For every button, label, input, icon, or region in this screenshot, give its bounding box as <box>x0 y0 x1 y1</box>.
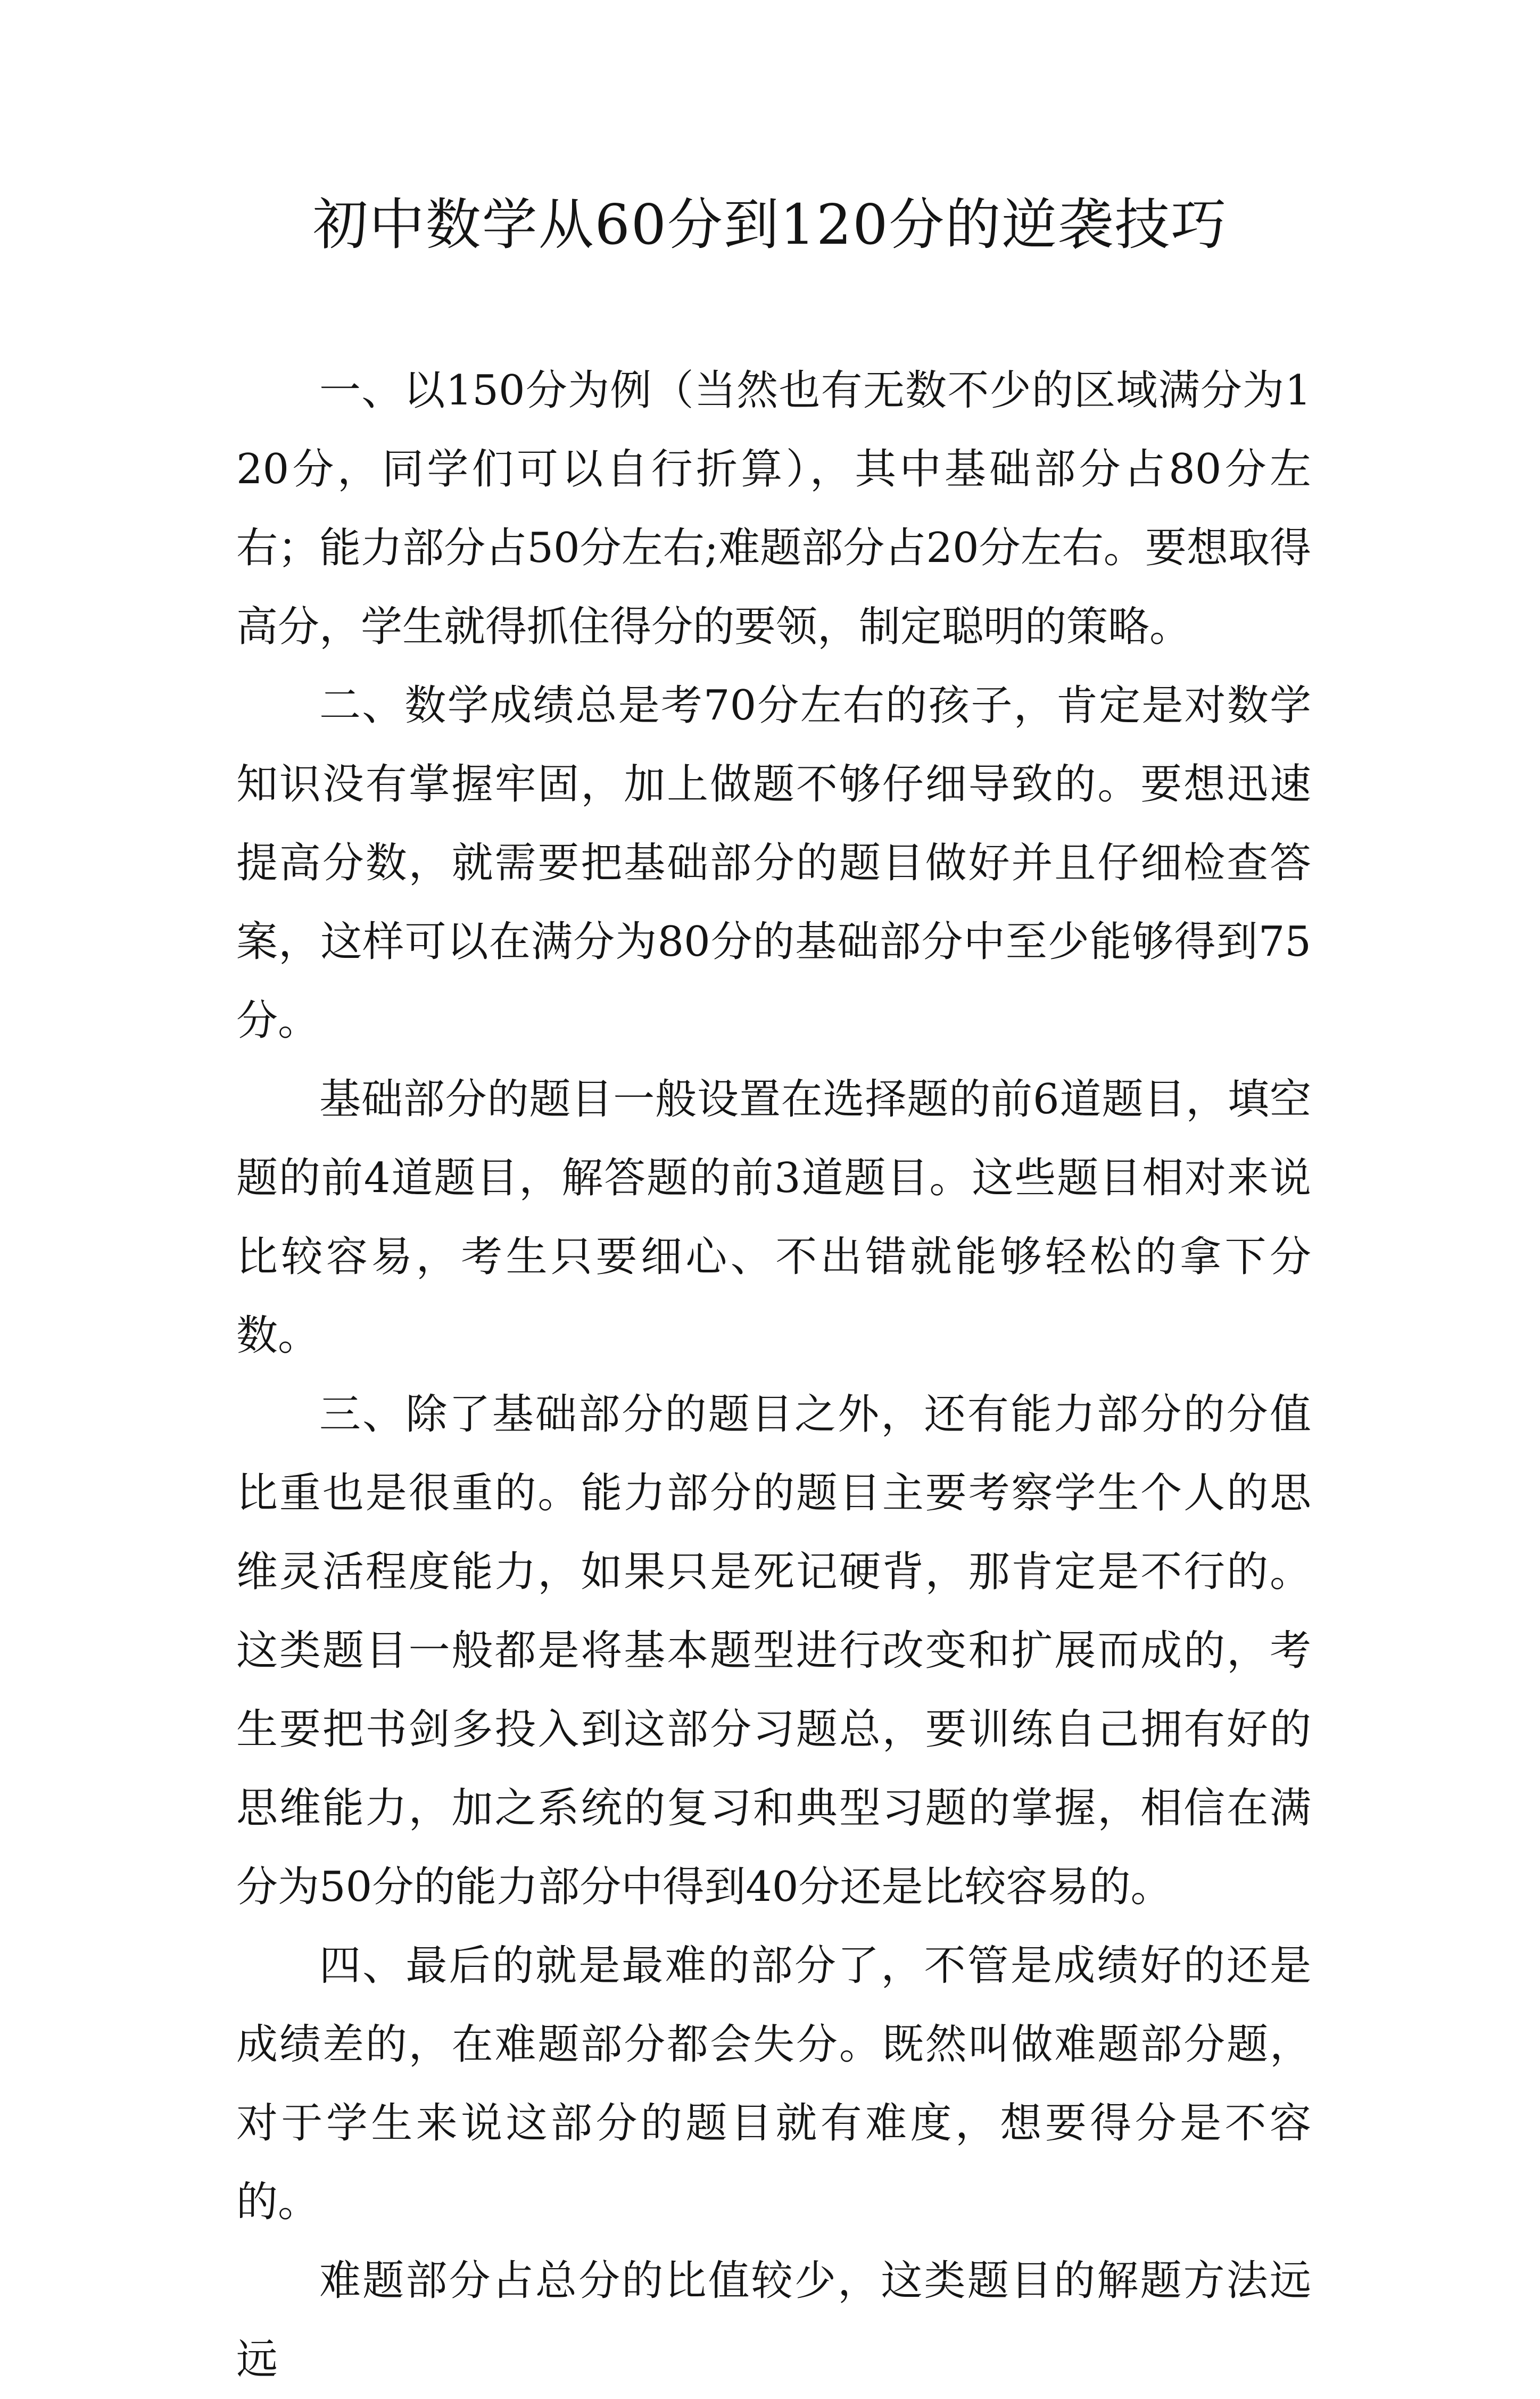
document-title: 初中数学从60分到120分的逆袭技巧 <box>312 192 1228 257</box>
paragraph-4: 三、除了基础部分的题目之外，还有能力部分的分值比重也是很重的。能力部分的题目主要考察学生个人的思维灵活程度能力，如果只是死记硬背，那肯定是不行的。这类题目一般都是将基本题型进行改变和扩展而成的，考生要把书剑多投入到这部分习题总，要训练自己拥有好的思维能力，加之系统的复习和典型习题的掌握，相信在满分为50分的能力部分中得到40分还是比较容易的。 <box>236 1391 1311 1911</box>
paragraph-6: 难题部分占总分的比值较少，这类题目的解题方法远远 <box>236 2257 1311 2384</box>
document-body <box>236 351 1311 2399</box>
paragraph-5: 四、最后的就是最难的部分了，不管是成绩好的还是成绩差的，在难题部分都会失分。既然叫做难题部分题，对于学生来说这部分的题目就有难度，想要得分是不容的。 <box>236 1942 1311 2226</box>
paragraph-3: 基础部分的题目一般设置在选择题的前6道题目，填空题的前4道题目，解答题的前3道题目。这些题目相对来说比较容易，考生只要细心、不出错就能够轻松的拿下分数。 <box>236 1076 1311 1360</box>
paragraph-2: 二、数学成绩总是考70分左右的孩子，肯定是对数学知识没有掌握牢固，加上做题不够仔细导致的。要想迅速提高分数，就需要把基础部分的题目做好并且仔细检查答案，这样可以在满分为80分的基础部分中至少能够得到75分。 <box>236 682 1311 1045</box>
paragraph-1: 一、以150分为例（当然也有无数不少的区域满分为120分，同学们可以自行折算），其中基础部分占80分左右；能力部分占50分左右;难题部分占20分左右。要想取得高分，学生就得抓住得分的要领，制定聪明的策略。 <box>236 367 1311 651</box>
